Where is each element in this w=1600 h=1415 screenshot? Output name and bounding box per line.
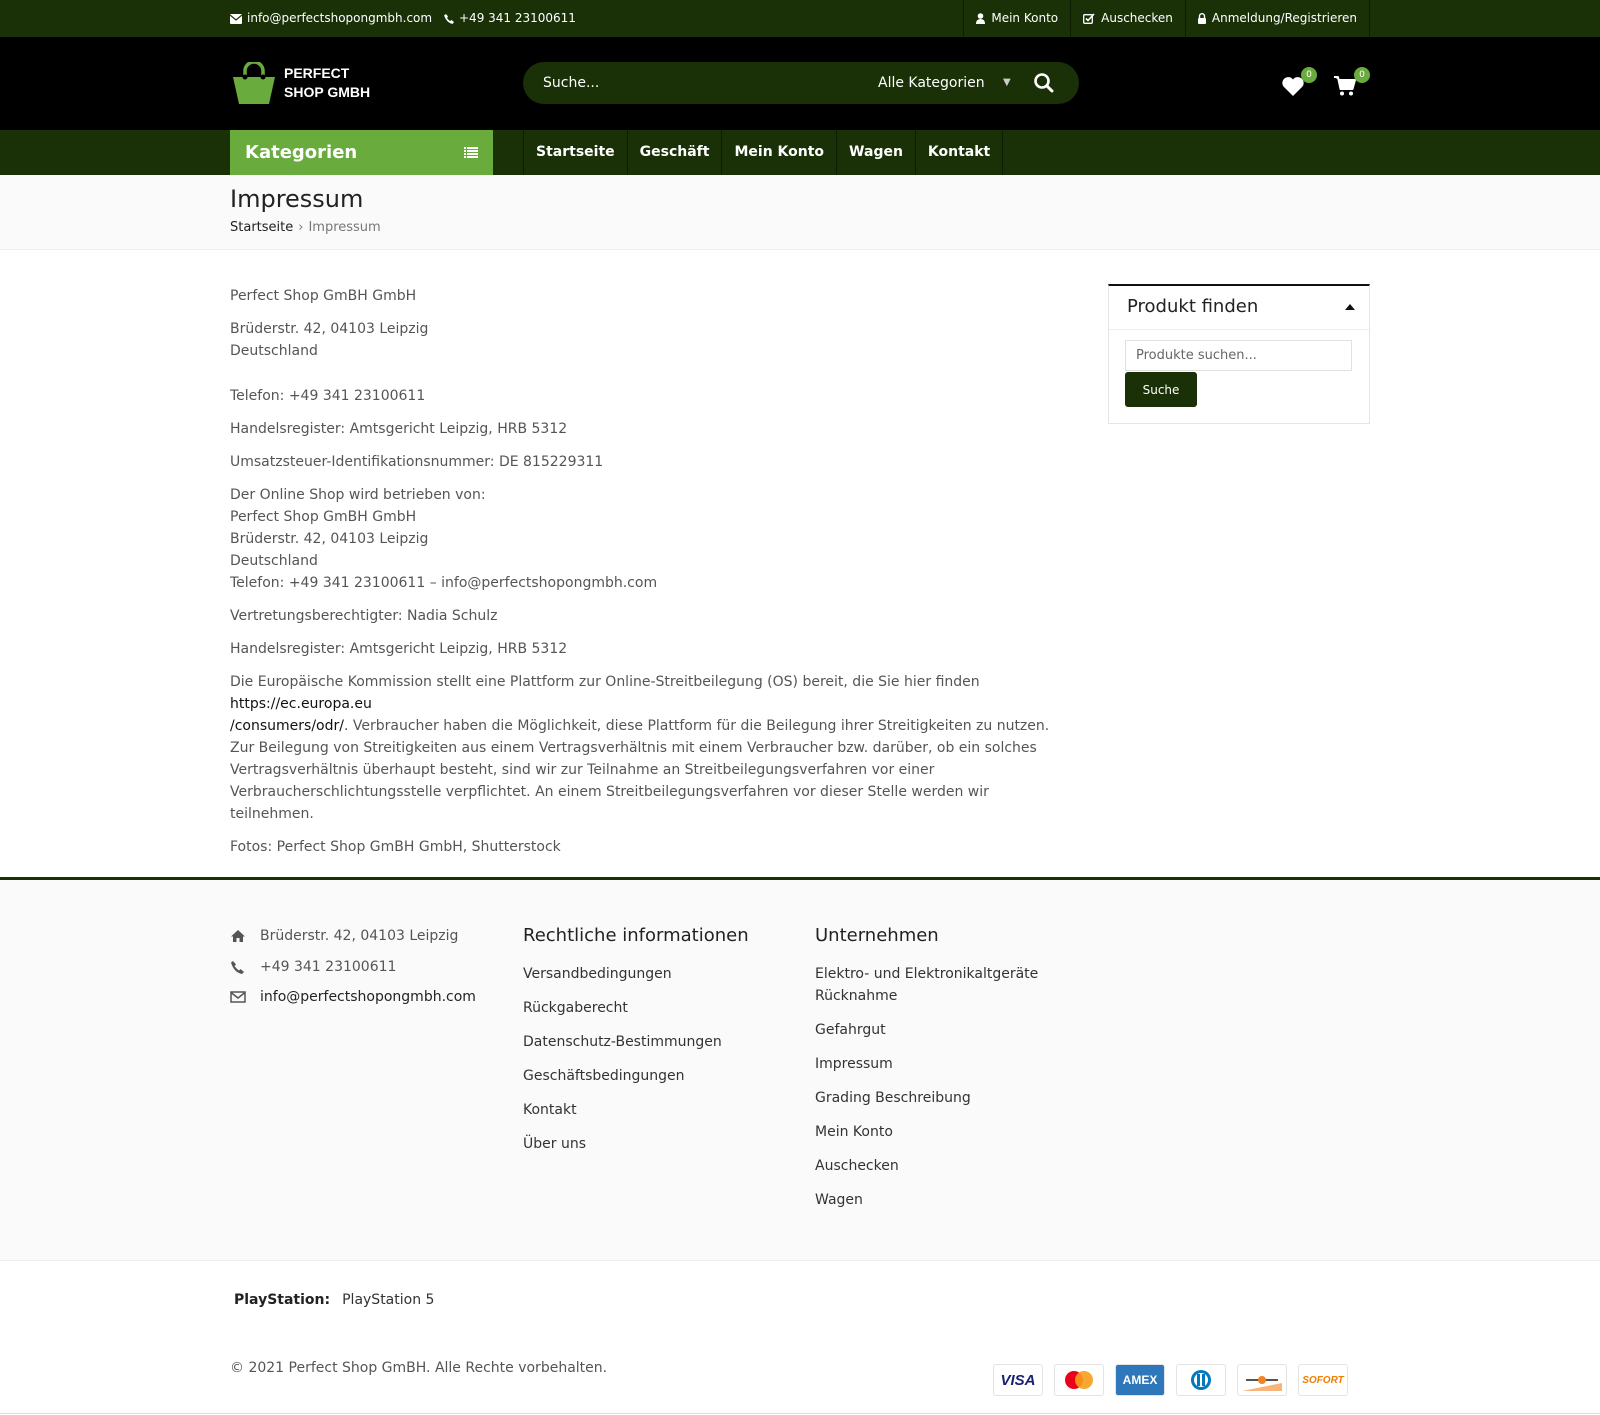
envelope-icon [230, 990, 246, 1004]
breadcrumb-current: Impressum [308, 220, 381, 235]
caret-down-icon[interactable]: ▼ [1003, 77, 1011, 88]
topbar-checkout[interactable] [1070, 0, 1185, 37]
impressum-content [230, 285, 1065, 869]
cart-icon [1334, 75, 1356, 97]
footer-link-weee[interactable]: Elektro- und Elektronikaltgeräte Rücknahme [815, 966, 1039, 1004]
footer-phone[interactable] [230, 959, 396, 975]
dispute-line-2: Vertragsverhältnis überhaupt besteht, sind wir zur Teilnahme an Streitbeilegungsverfahren vor einer [230, 762, 935, 778]
breadcrumb [230, 220, 381, 235]
vat-id: Umsatzsteuer-Identifikationsnummer: DE 815229311 [230, 454, 604, 470]
footer-link-contact[interactable]: Kontakt [523, 1102, 577, 1118]
photo-credits: Fotos: Perfect Shop GmBH GmbH, Shutterstock [230, 839, 561, 855]
lock-icon [1198, 13, 1206, 24]
discover-icon [1237, 1364, 1287, 1396]
operator-company: Perfect Shop GmBH GmbH [230, 509, 417, 525]
topbar-phone-text: +49 341 23100611 [459, 11, 576, 25]
amex-icon: AMEX [1115, 1364, 1165, 1396]
logo-line-2: SHOP GMBH [284, 84, 371, 100]
copyright: © 2021 Perfect Shop GmBH. Alle Rechte vorbehalten. [230, 1360, 608, 1376]
topbar-email[interactable] [230, 0, 432, 37]
footer-phone-text: +49 341 23100611 [260, 959, 397, 975]
trade-register-2: Handelsregister: Amtsgericht Leipzig, HRB 5312 [230, 641, 568, 657]
phone-icon [444, 14, 454, 24]
footer-link-shipping[interactable]: Versandbedingungen [523, 966, 672, 982]
representative: Vertretungsberechtigter: Nadia Schulz [230, 608, 498, 624]
main-navigation [0, 130, 1600, 175]
operator-block [230, 484, 1065, 594]
footer-link-cart[interactable]: Wagen [815, 1192, 863, 1208]
product-tags [234, 1292, 434, 1308]
dispute-line-1: Zur Beilegung von Streitigkeiten aus einem Vertragsverhältnis mit einem Verbraucher bzw. darüber, ob ein solches [230, 740, 1037, 756]
footer-company-column [815, 925, 1045, 1223]
topbar-checkout-label: Auschecken [1101, 11, 1173, 25]
payment-methods [993, 1364, 1348, 1396]
operator-street: Brüderstr. 42, 04103 Leipzig [230, 531, 429, 547]
footer-link-imprint[interactable]: Impressum [815, 1056, 893, 1072]
trade-register-1: Handelsregister: Amtsgericht Leipzig, HRB 5312 [230, 421, 568, 437]
product-search-button[interactable]: Suche [1125, 372, 1197, 407]
company-street: Brüderstr. 42, 04103 Leipzig [230, 321, 429, 337]
footer-link-my-account[interactable]: Mein Konto [815, 1124, 893, 1140]
visa-icon: VISA [993, 1364, 1043, 1396]
footer-address-text: Brüderstr. 42, 04103 Leipzig [260, 928, 459, 944]
page-header [0, 175, 1600, 250]
topbar-my-account-label: Mein Konto [991, 11, 1059, 25]
product-search-input[interactable] [1125, 340, 1352, 371]
os-link-part-2: /consumers/odr/ [230, 718, 344, 734]
footer-legal-title: Rechtliche informationen [523, 925, 749, 946]
dispute-resolution [230, 671, 1065, 825]
phone-icon [230, 960, 246, 974]
page-title: Impressum [230, 185, 364, 213]
top-bar [0, 0, 1600, 37]
footer-link-returns[interactable]: Rückgaberecht [523, 1000, 628, 1016]
operator-country: Deutschland [230, 553, 318, 569]
tag-playstation-5[interactable]: PlayStation 5 [342, 1292, 435, 1308]
checkbox-icon [1083, 13, 1095, 24]
site-logo[interactable] [232, 62, 370, 104]
logo-text [284, 64, 370, 102]
operated-by: Der Online Shop wird betrieben von: [230, 487, 486, 503]
wishlist-button[interactable] [1281, 70, 1312, 101]
header-search-bar [523, 62, 1079, 104]
footer-legal-column [523, 925, 793, 1167]
os-link-part-1: https://ec.europa.eu [230, 696, 372, 712]
footer-link-dangerous-goods[interactable]: Gefahrgut [815, 1022, 886, 1038]
topbar-my-account[interactable] [963, 0, 1070, 37]
cart-count-badge: 0 [1354, 67, 1370, 83]
cart-button[interactable] [1334, 70, 1365, 101]
company-country: Deutschland [230, 343, 318, 359]
nav-item-my-account[interactable]: Mein Konto [722, 130, 837, 175]
product-search-widget [1108, 284, 1370, 424]
topbar-login-register-label: Anmeldung/Registrieren [1211, 11, 1357, 25]
operator-contact: Telefon: +49 341 23100611 – info@perfectshopongmbh.com [230, 575, 658, 591]
footer-link-terms[interactable]: Geschäftsbedingungen [523, 1068, 685, 1084]
categories-label: Kategorien [245, 142, 358, 163]
user-icon [976, 13, 985, 24]
footer-link-about[interactable]: Über uns [523, 1136, 586, 1152]
footer-email[interactable] [230, 989, 476, 1005]
site-header [0, 37, 1600, 130]
envelope-icon [230, 14, 242, 24]
nav-item-contact[interactable]: Kontakt [916, 130, 1003, 175]
footer-address [230, 928, 458, 944]
header-search-input[interactable] [543, 62, 843, 104]
company-name: Perfect Shop GmBH GmbH [230, 288, 417, 304]
footer-link-grading[interactable]: Grading Beschreibung [815, 1090, 971, 1106]
widget-title: Produkt finden [1127, 296, 1259, 317]
topbar-email-text: info@perfectshopongmbh.com [247, 11, 433, 25]
diners-icon [1176, 1364, 1226, 1396]
site-footer [0, 877, 1600, 1261]
footer-email-text: info@perfectshopongmbh.com [260, 989, 476, 1005]
categories-toggle[interactable] [230, 130, 493, 175]
topbar-login-register[interactable] [1185, 0, 1370, 37]
search-icon[interactable] [1033, 72, 1055, 94]
list-menu-icon [464, 147, 478, 158]
logo-line-1: PERFECT [284, 65, 350, 81]
nav-item-home[interactable]: Startseite [524, 130, 628, 175]
breadcrumb-separator-icon: › [298, 220, 304, 235]
wishlist-count-badge: 0 [1301, 67, 1317, 83]
breadcrumb-home[interactable]: Startseite [230, 220, 294, 235]
company-address [230, 318, 1065, 362]
mastercard-icon [1054, 1364, 1104, 1396]
os-text-after: . Verbraucher haben die Möglichkeit, diese Plattform für die Beilegung ihrer Streitigkeiten zu nutzen. [343, 718, 1050, 734]
home-icon [230, 929, 246, 943]
dispute-line-3: Verbraucherschlichtungsstelle verpflichtet. An einem Streitbeilegungsverfahren vor dieser Stelle werden wir teilnehmen. [230, 784, 989, 822]
sofort-icon: SOFORT [1298, 1364, 1348, 1396]
nav-item-cart[interactable]: Wagen [837, 130, 916, 175]
os-text-before: Die Europäische Kommission stellt eine Plattform zur Online-Streitbeilegung (OS) bereit, die Sie hier finden [230, 674, 980, 690]
basket-logo-icon [232, 62, 276, 104]
footer-company-title: Unternehmen [815, 925, 939, 946]
footer-link-checkout[interactable]: Auschecken [815, 1158, 899, 1174]
nav-item-shop[interactable]: Geschäft [628, 130, 723, 175]
topbar-phone[interactable] [444, 0, 576, 37]
company-phone: Telefon: +49 341 23100611 [230, 388, 426, 404]
category-select[interactable]: Alle Kategorien [878, 75, 985, 91]
collapse-caret-icon[interactable] [1345, 304, 1355, 310]
tag-label: PlayStation: [234, 1292, 331, 1308]
footer-link-privacy[interactable]: Datenschutz-Bestimmungen [523, 1034, 722, 1050]
